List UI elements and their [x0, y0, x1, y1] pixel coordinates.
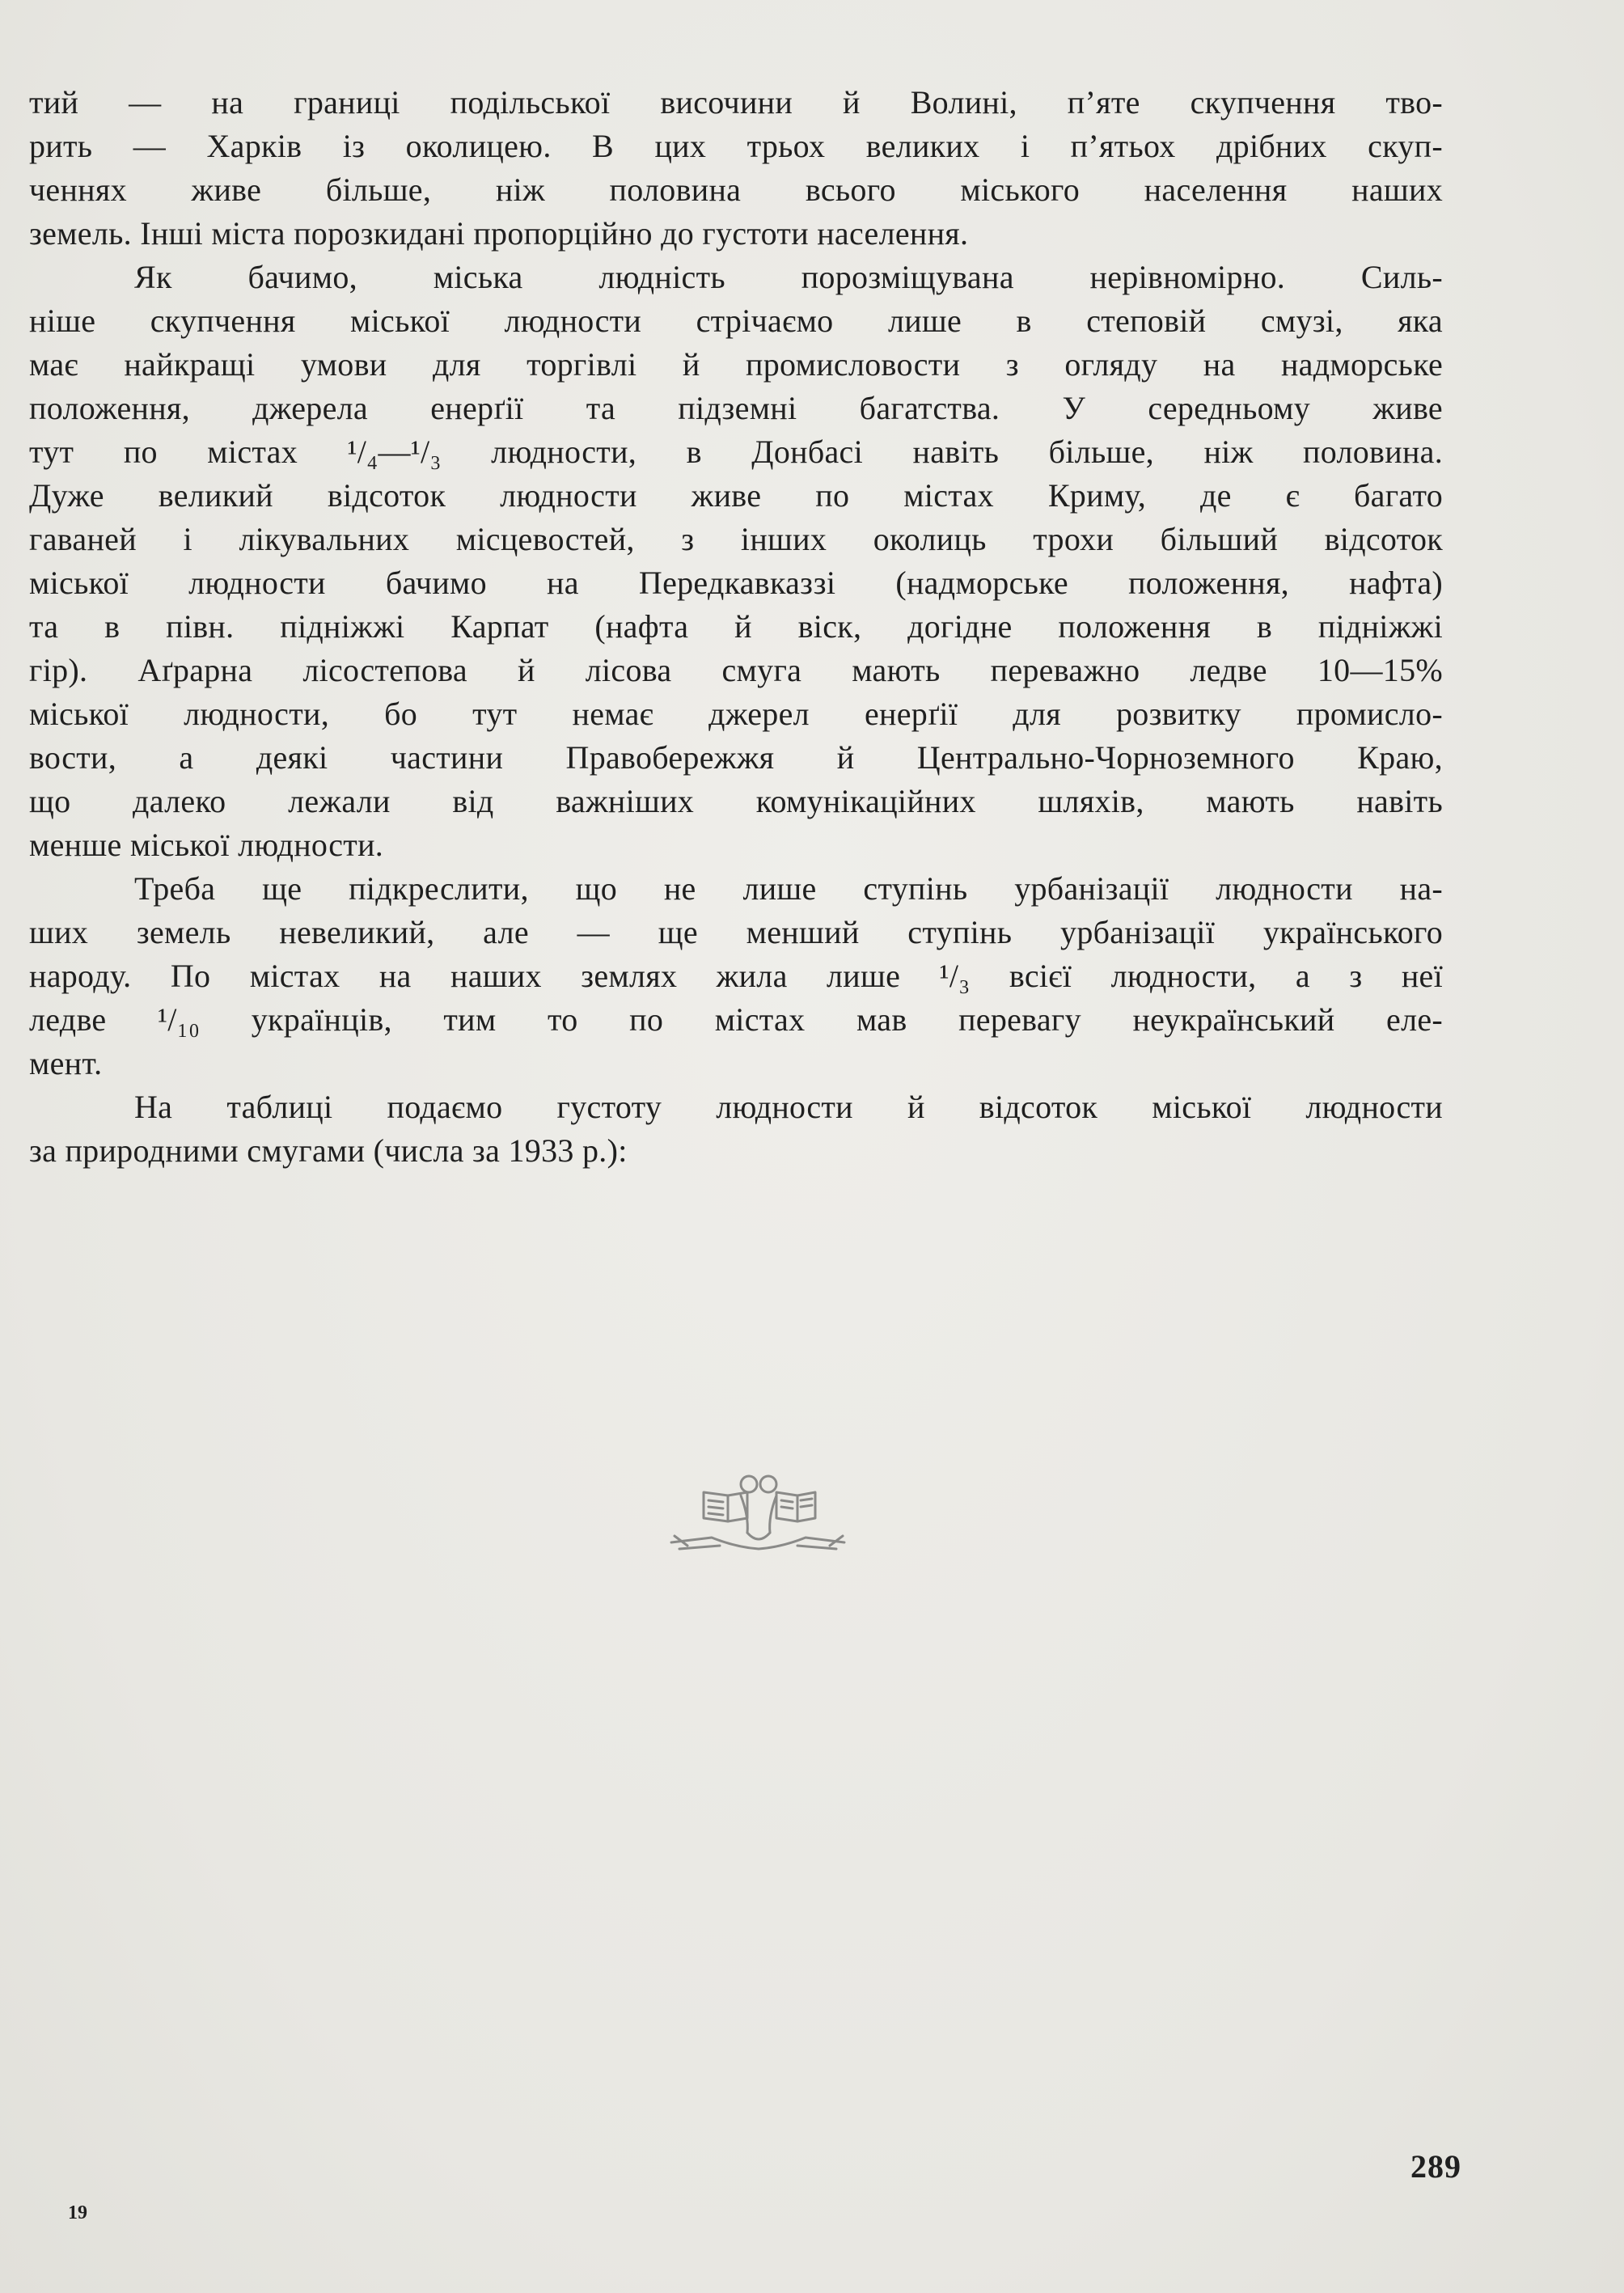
paragraph: [29, 81, 1443, 256]
text-line: народу. По містах на наших землях жила лише ¹/₃ всієї людности, а з неї: [29, 958, 1443, 994]
page-number: 289: [1410, 2148, 1461, 2185]
text-line: гір). Аґрарна лісостепова й лісова смуга мають переважно ледве 10—15%: [29, 652, 1443, 688]
paragraph: [29, 256, 1443, 867]
text-line: міської людности, бо тут немає джерел енерґії для розвитку промисло-: [29, 696, 1443, 732]
body-text: [29, 81, 1443, 1173]
text-line: має найкращі умови для торгівлі й промисловости з огляду на надморське: [29, 346, 1443, 383]
text-line: ченнях живе більше, ніж половина всього міського населення наших: [29, 171, 1443, 208]
text-line: міської людности бачимо на Передкавказзі (надморське положення, нафта): [29, 565, 1443, 601]
text-line: На таблиці подаємо густоту людности й відсоток міської людности: [134, 1089, 1443, 1125]
signature-mark: 19: [68, 2202, 87, 2223]
text-line: мент.: [29, 1045, 103, 1081]
text-line: тут по містах ¹/₄—¹/₃ людности, в Донбасі навіть більше, ніж половина.: [29, 434, 1443, 470]
text-line: Як бачимо, міська людність порозміщувана нерівномірно. Силь-: [134, 259, 1443, 295]
text-line: земель. Інші міста порозкидані пропорційно до густоти населення.: [29, 215, 969, 252]
text-line: тий — на границі подільської височини й Волині, п’яте скупчення тво-: [29, 84, 1443, 121]
text-line: за природними смугами (числа за 1933 р.):: [29, 1132, 628, 1169]
paragraph: [29, 1085, 1443, 1173]
text-line: положення, джерела енерґії та підземні багатства. У середньому живе: [29, 390, 1443, 426]
text-line: гаваней і лікувальних місцевостей, з інших околиць трохи більший відсоток: [29, 521, 1443, 557]
text-line: вости, а деякі частини Правобережжя й Центрально-Чорноземного Краю,: [29, 739, 1443, 776]
text-line: та в півн. підніжжі Карпат (нафта й віск, догідне положення в підніжжі: [29, 608, 1443, 645]
paragraph: [29, 867, 1443, 1085]
text-line: ніше скупчення міської людности стрічаємо лише в степовій смузі, яка: [29, 302, 1443, 339]
open-book-vignette-icon: [663, 1468, 849, 1573]
text-line: рить — Харків із околицею. В цих трьох великих і п’ятьох дрібних скуп-: [29, 128, 1443, 164]
text-line: Треба ще підкреслити, що не лише ступінь урбанізації людности на-: [134, 870, 1443, 907]
text-line: ших земель невеликий, але — ще менший ступінь урбанізації українського: [29, 914, 1443, 950]
text-line: Дуже великий відсоток людности живе по містах Криму, де є багато: [29, 477, 1443, 514]
text-line: що далеко лежали від важніших комунікаційних шляхів, мають навіть: [29, 783, 1443, 819]
text-line: менше міської людности.: [29, 827, 384, 863]
text-line: ледве ¹/₁₀ українців, тим то по містах мав перевагу неукраїнський еле-: [29, 1001, 1443, 1038]
